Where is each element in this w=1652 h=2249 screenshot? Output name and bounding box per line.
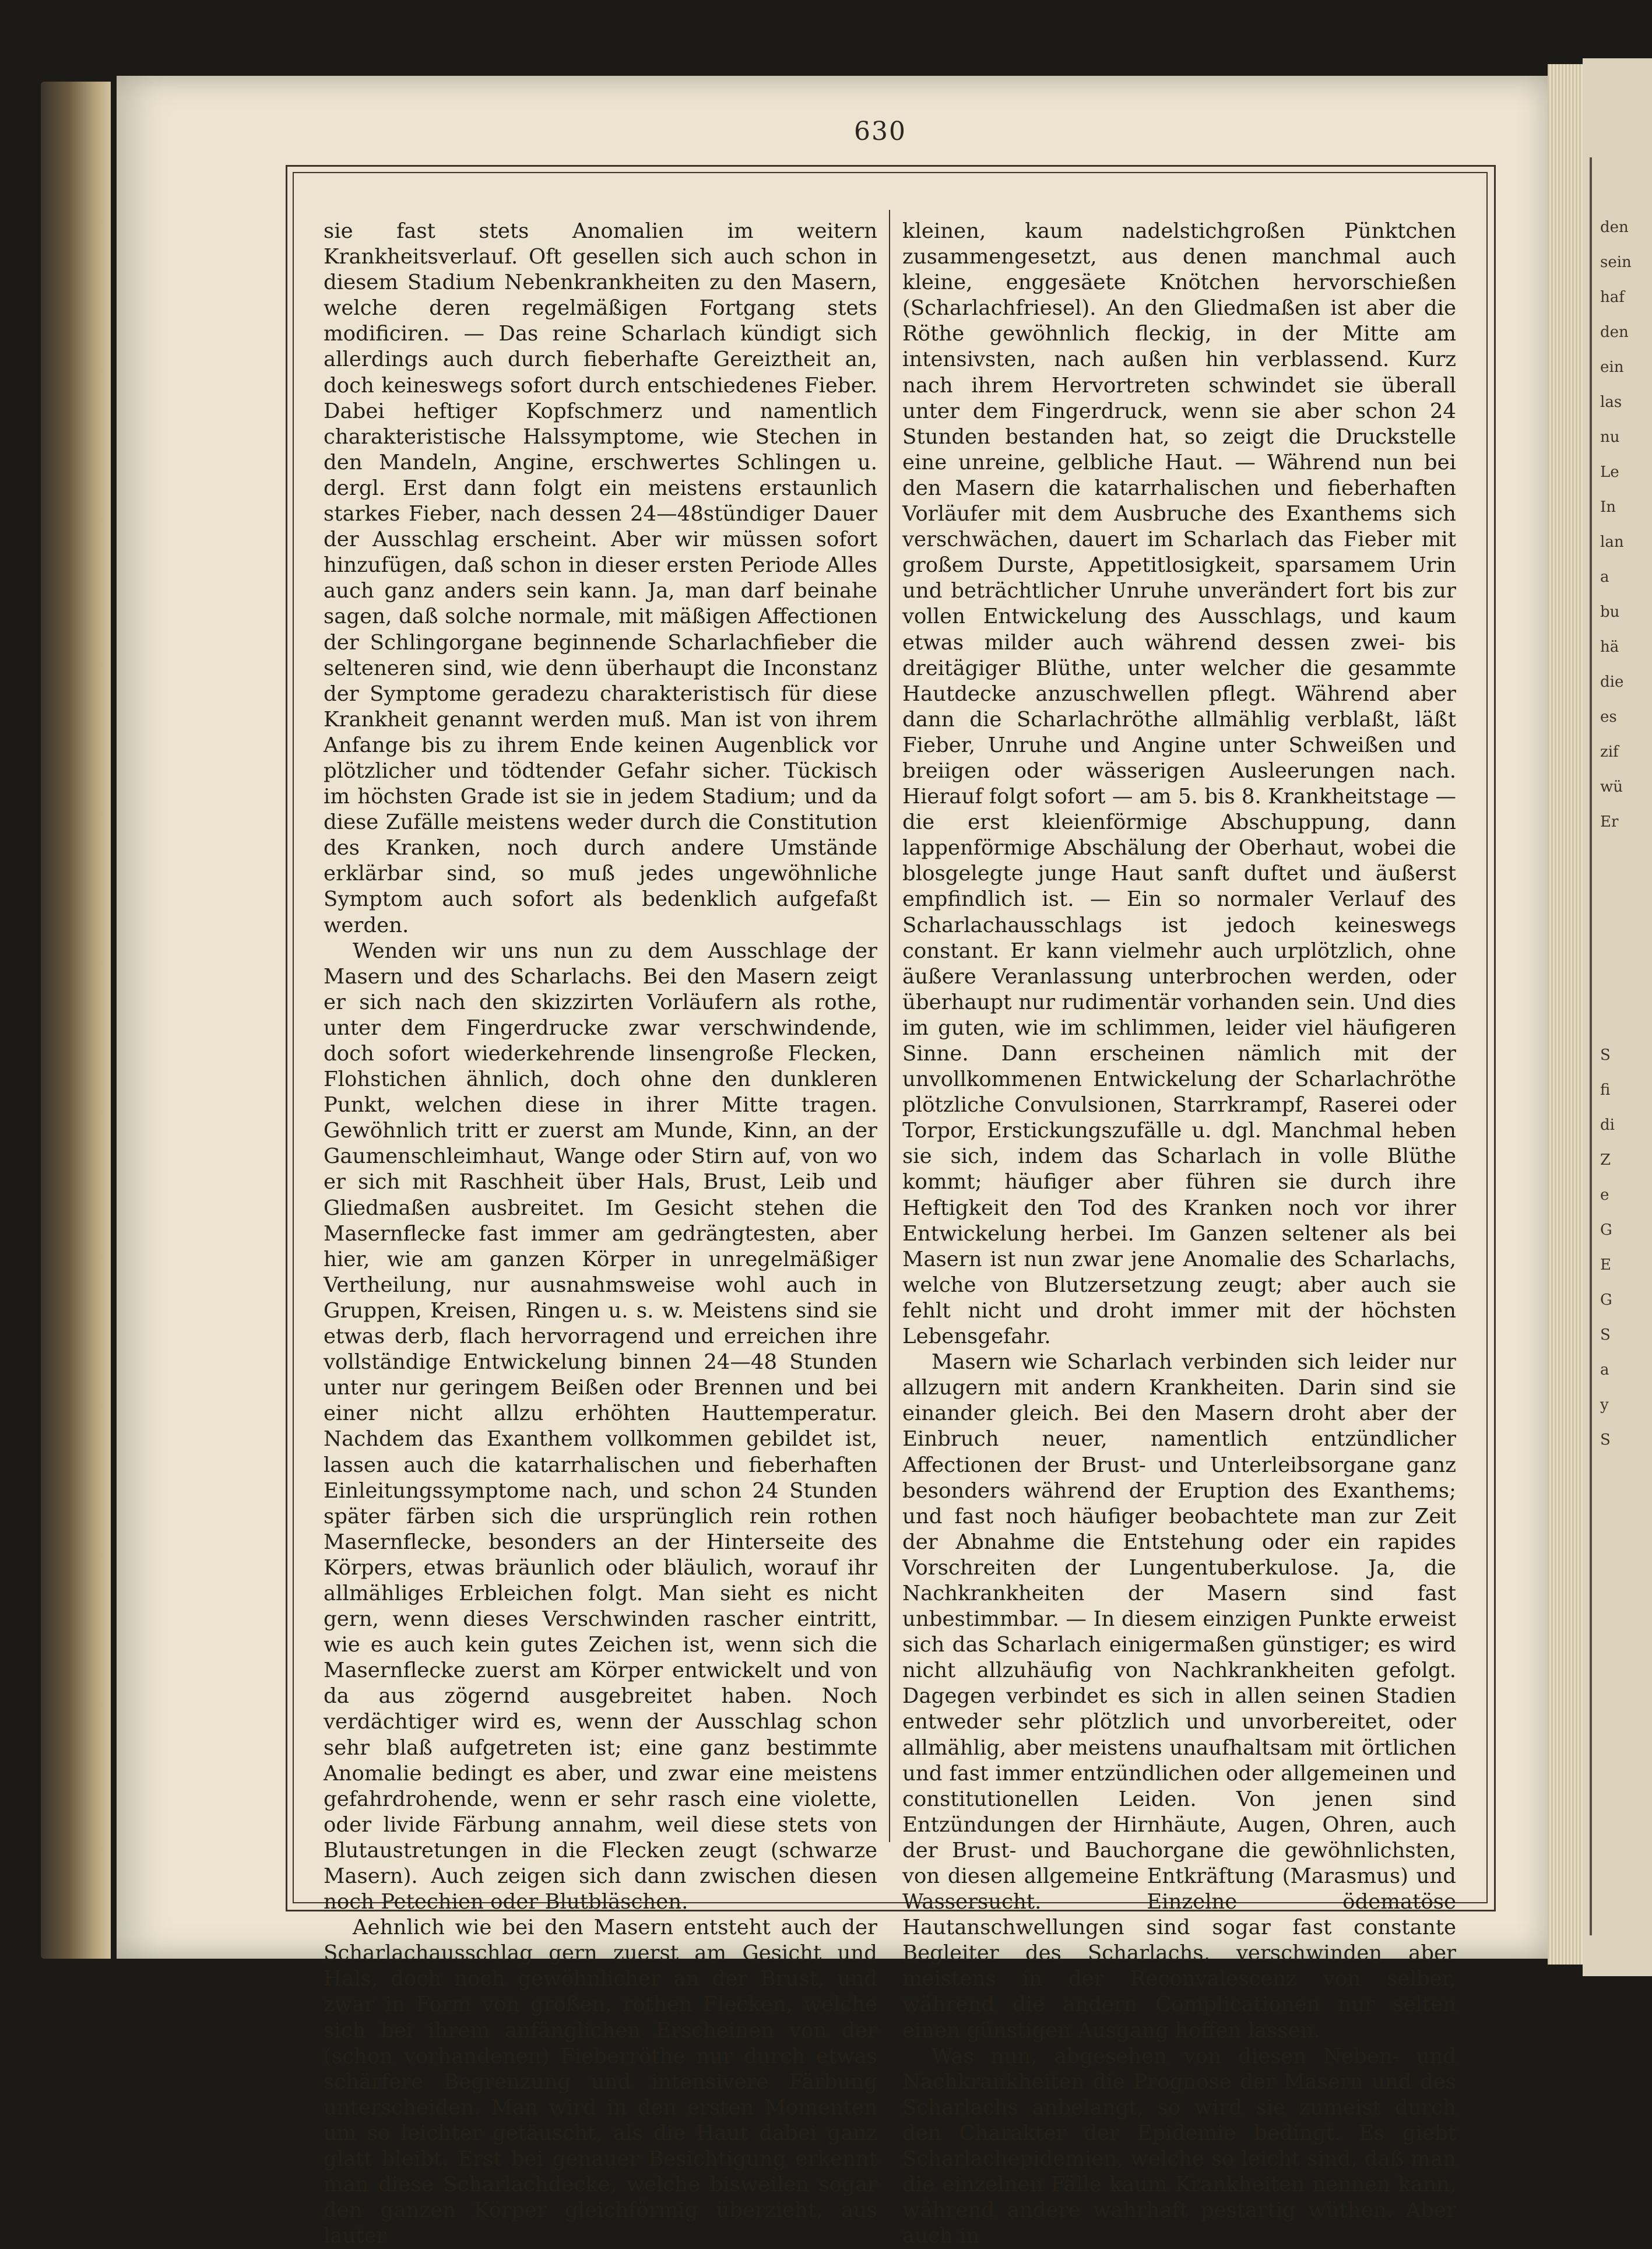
right-paragraph-1: kleinen, kaum nadelstichgroßen Pünktchen zusammengesetzt, aus denen manchmal auch kleine, enggesäete Knötchen hervorschießen (Scharlachfriesel). An den Gliedmaßen ist aber die Röthe gewöhnlich fleckig, in der Mitte am intensivsten, nach außen hin verblassend. Kurz nach ihrem Hervortreten schwindet sie überall unter dem Fingerdruck, wenn sie aber schon 24 Stunden bestanden hat, so zeigt die Druckstelle eine unreine, gelbliche Haut. — Während nun bei den Masern die katarrhalischen und fieberhaften Vorläufer mit dem Ausbruche des Exanthems sich verschwächen, dauert im Scharlach das Fieber mit großem Durste, Appetitlosigkeit, sparsamem Urin und beträchtlicher Unruhe unverändert fort bis zur vollen Entwickelung des Ausschlags, und kaum etwas milder auch während dessen zwei- bis dreitägiger Blüthe, unter welcher die gesammte Hautdecke anzuschwellen pflegt. Während aber dann die Scharlachröthe allmählig verblaßt, läßt Fieber, Unruhe und Angine unter Schweißen und breiigen oder wässerigen Ausleerungen nach. Hierauf folgt sofort — am 5. bis 8. Krankheitstage — die erst kleienförmige Abschuppung, dann lappenförmige Abschälung der Oberhaut, wobei die blosgelegte junge Haut sanft duftet und äußerst empfindlich ist. — Ein so normaler Verlauf des Scharlachausschlags ist jedoch keineswegs constant. Er kann vielmehr auch urplötzlich, ohne äußere Veranlassung unterbrochen werden, oder überhaupt nur rudimentär vorhanden sein. Und dies im guten, wie im schlimmen, leider viel häufigeren Sinne. Dann erscheinen nämlich mit der unvollkommenen Entwickelung der Scharlachröthe plötzliche Convulsionen, Starrkrampf, Raserei oder Torpor, Erstickungszufälle u. dgl. Manchmal heben sie sich, indem das Scharlach in volle Blüthe kommt; häufiger aber führen sie durch ihre Heftigkeit den Tod des Kranken noch vor ihrer Entwickelung herbei. Im Ganzen seltener als bei Masern ist nun zwar jene Anomalie des Scharlachs, welche von Blutzersetzung zeugt; aber auch sie fehlt nicht und droht immer mit der höchsten Lebensgefahr. xyxy=(902,219,1456,1349)
fragment-line: G xyxy=(1600,1221,1612,1239)
facing-page-edge xyxy=(1583,58,1652,1976)
left-text-column xyxy=(324,219,877,2249)
fragment-line: a xyxy=(1600,568,1609,586)
left-paragraph-3: Aehnlich wie bei den Masern entsteht auch der Scharlachausschlag gern zuerst am Gesicht und Hals, doch noch gewöhnlicher an der Brust, und zwar in Form von großen, rothen Flecken, welche sich bei ihrem anfänglichen Erscheinen von der (schon vorhandenen) Fieberröthe nur durch etwas schärfere Begrenzung und intensivere Färbung unterscheiden. Man wird in den ersten Momenten um so leichter getäuscht, als die Haut dabei ganz glatt bleibt. Erst bei genauer Besichtigung erkennt man diese Scharlachdecke, welche bisweilen sogar den ganzen Körper gleichförmig überzieht, aus lauter xyxy=(324,1916,877,2248)
fragment-line: Z xyxy=(1600,1151,1611,1169)
fragment-line: S xyxy=(1600,1431,1611,1449)
fragment-line: zif xyxy=(1600,743,1619,761)
facing-page-fragments-upper xyxy=(1600,210,1647,839)
fragment-line: haf xyxy=(1600,289,1625,306)
fragment-line: In xyxy=(1600,498,1616,516)
fragment-line: Le xyxy=(1600,463,1619,481)
page-number: 630 xyxy=(854,117,906,146)
column-divider xyxy=(889,210,890,1842)
right-paragraph-2: Masern wie Scharlach verbinden sich leider nur allzugern mit andern Krankheiten. Darin sind sie einander gleich. Bei den Masern droht aber der Einbruch neuer, namentlich entzündlicher Affectionen der Brust- und Unterleibsorgane ganz besonders während der Eruption des Exanthems; und fast noch häufiger beobachtete man zur Zeit der Abnahme die Entstehung oder ein rapides Vorschreiten der Lungentuberkulose. Ja, die Nachkrankheiten der Masern sind fast unbestimmbar. — In diesem einzigen Punkte erweist sich das Scharlach einigermaßen günstiger; es wird nicht allzuhäufig von Nachkrankheiten gefolgt. Dagegen verbindet es sich in allen seinen Stadien entweder sehr plötzlich und unvorbereitet, oder allmählig, aber meistens unaufhaltsam mit örtlichen und fast immer entzündlichen oder allgemeinen und constitutionellen Leiden. Von jenen sind Entzündungen der Hirnhäute, Augen, Ohren, auch der Brust- und Bauchorgane die gewöhnlichsten, von diesen allgemeine Entkräftung (Marasmus) und Wassersucht. Einzelne ödematöse Hautanschwellungen sind sogar fast constante Begleiter des Scharlachs, verschwinden aber meistens in der Reconvalescenz von selber, während die andern Complicationen nur selten einen günstigen Ausgang hoffen lassen. xyxy=(902,1350,1456,2043)
fragment-line: nu xyxy=(1600,428,1620,446)
page-stack-edge xyxy=(1548,64,1583,1965)
facing-page-fragments-lower xyxy=(1600,1038,1647,1457)
fragment-line: Er xyxy=(1600,813,1619,831)
fragment-line: es xyxy=(1600,708,1617,726)
fragment-line: den xyxy=(1600,324,1629,341)
fragment-line: a xyxy=(1600,1361,1609,1379)
left-paragraph-2: Wenden wir uns nun zu dem Ausschlage der Masern und des Scharlachs. Bei den Masern zeigt er sich nach den skizzirten Vorläufern als rothe, unter dem Fingerdrucke zwar verschwindende, doch sofort wiederkehrende linsengroße Flecken, Flohstichen ähnlich, doch ohne den dunkleren Punkt, welchen diese in ihrer Mitte tragen. Gewöhnlich tritt er zuerst am Munde, Kinn, an der Gaumenschleimhaut, Wange oder Stirn auf, von wo er sich mit Raschheit über Hals, Brust, Leib und Gliedmaßen ausbreitet. Im Gesicht stehen die Masernflecke fast immer am gedrängtesten, aber hier, wie am ganzen Körper in unregelmäßiger Vertheilung, nur ausnahmsweise wohl auch in Gruppen, Kreisen, Ringen u. s. w. Meistens sind sie etwas derb, flach hervorragend und erreichen ihre vollständige Entwickelung binnen 24—48 Stunden unter nur geringem Beißen oder Brennen und bei einer nicht allzu erhöhten Hauttemperatur. Nachdem das Exanthem vollkommen gebildet ist, lassen auch die katarrhalischen und fieberhaften Einleitungssymptome nach, und schon 24 Stunden später färben sich die ursprünglich rein rothen Masernflecke, besonders an der Hinterseite des Körpers, etwas bräunlich oder bläulich, worauf ihr allmähliges Erbleichen folgt. Man sieht es nicht gern, wenn dieses Verschwinden rascher eintritt, wie es auch kein gutes Zeichen ist, wenn sich die Masernflecke zuerst am Körper entwickelt und von da aus zögernd ausgebreitet haben. Noch verdächtiger wird es, wenn der Ausschlag schon sehr blaß aufgetreten ist; eine ganz bestimmte Anomalie bedingt es aber, und zwar eine meistens gefahrdrohende, wenn er sehr rasch eine violette, oder livide Färbung annahm, weil diese stets von Blutaustretungen in die Flecken zeugt (schwarze Masern). Auch zeigen sich dann zwischen diesen noch Petechien oder Blutbläschen. xyxy=(324,939,877,1914)
fragment-line: hä xyxy=(1600,638,1619,656)
fragment-line: ein xyxy=(1600,359,1624,376)
fragment-line: wü xyxy=(1600,778,1623,796)
book-binding-edge xyxy=(41,82,111,1959)
fragment-line: sein xyxy=(1600,254,1632,271)
fragment-line: S xyxy=(1600,1046,1611,1064)
fragment-line: fi xyxy=(1600,1081,1611,1099)
fragment-line: die xyxy=(1600,673,1624,691)
right-text-column xyxy=(902,219,1456,2249)
left-paragraph-1: sie fast stets Anomalien im weitern Krankheitsverlauf. Oft gesellen sich auch schon in diesem Stadium Nebenkrankheiten zu den Masern, welche deren regelmäßigen Fortgang stets modificiren. — Das reine Scharlach kündigt sich allerdings auch durch fieberhafte Gereiztheit an, doch keineswegs sofort durch entschiedenes Fieber. Dabei heftiger Kopfschmerz und namentlich charakteristische Halssymptome, wie Stechen in den Mandeln, Angine, erschwertes Schlingen u. dergl. Erst dann folgt ein meistens erstaunlich starkes Fieber, nach dessen 24—48stündiger Dauer der Ausschlag erscheint. Aber wir müssen sofort hinzufügen, daß schon in dieser ersten Periode Alles auch ganz anders sein kann. Ja, man darf beinahe sagen, daß solche normale, mit mäßigen Affectionen der Schlingorgane beginnende Scharlachfieber die selteneren sind, wie denn überhaupt die Inconstanz der Symptome geradezu charakteristisch für diese Krankheit genannt werden muß. Man ist von ihrem Anfange bis zu ihrem Ende keinen Augenblick vor plötzlicher und tödtender Gefahr sicher. Tückisch im höchsten Grade ist sie in jedem Stadium; und da diese Zufälle meistens weder durch die Constitution des Kranken, noch durch andere Umstände erklärbar sind, so muß jedes ungewöhnliche Symptom auch sofort als bedenklich aufgefaßt werden. xyxy=(324,219,877,937)
fragment-line: G xyxy=(1600,1291,1612,1309)
fragment-line: E xyxy=(1600,1256,1611,1274)
fragment-line: lan xyxy=(1600,533,1624,551)
fragment-line: den xyxy=(1600,219,1629,236)
facing-page-frame-line xyxy=(1590,157,1592,1935)
fragment-line: y xyxy=(1600,1396,1609,1414)
fragment-line: di xyxy=(1600,1116,1615,1134)
fragment-line: bu xyxy=(1600,603,1620,621)
fragment-line: e xyxy=(1600,1186,1609,1204)
fragment-line: S xyxy=(1600,1326,1611,1344)
fragment-line: las xyxy=(1600,393,1622,411)
right-paragraph-3: Was nun, abgesehen von diesen Neben- und Nachkrankheiten die Prognose der Masern und des Scharlachs anbelangt, so wird sie zumeist durch den Charakter der Epidemie bedingt. Es giebt Scharlachepidemien, welche so leicht sind, daß man die einzelnen Fälle kaum Krankheiten nennen kann, während andere wahrhaft pestartig wüthen. Aber auch in xyxy=(902,2044,1456,2248)
